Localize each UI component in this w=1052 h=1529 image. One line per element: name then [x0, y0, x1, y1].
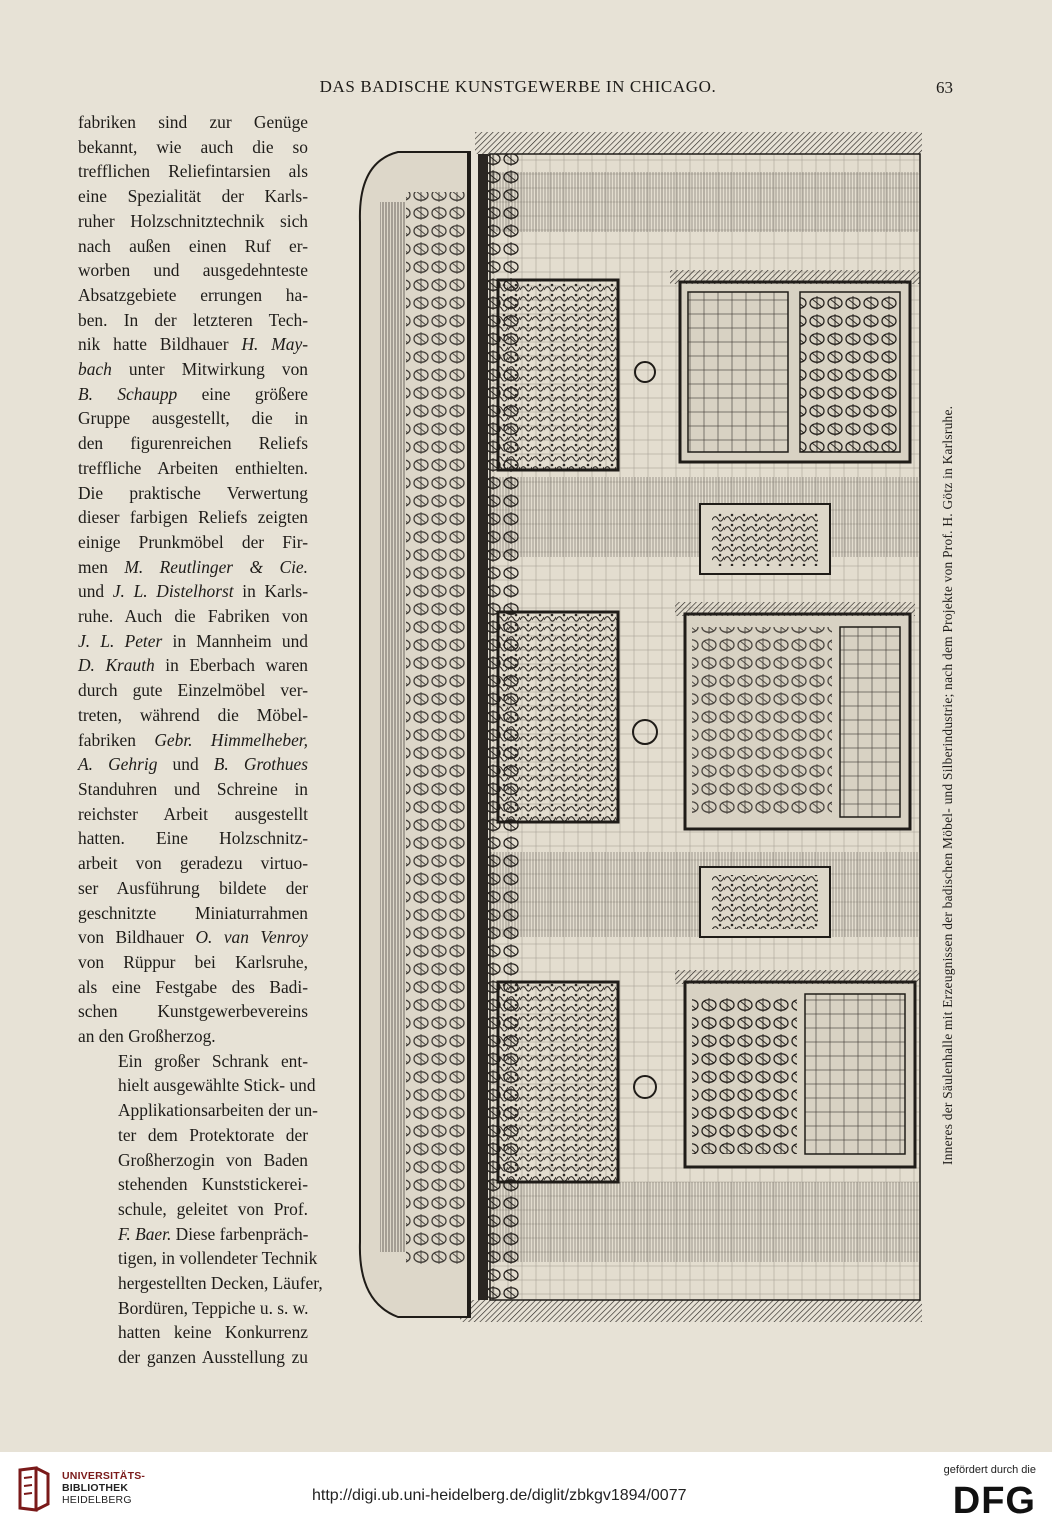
text-line [78, 629, 308, 654]
text-run: in Eberbach waren [154, 655, 308, 676]
text-run: eine größere [177, 383, 308, 404]
text-run: Diese farbenpräch- [171, 1223, 309, 1244]
text-run: und [78, 581, 113, 602]
text-line: Bordüren, Teppiche u. s. w. [118, 1297, 309, 1318]
library-line: HEIDELBERG [62, 1494, 132, 1506]
cabinet [675, 602, 915, 829]
text-line: der ganzen Ausstellung zu [118, 1347, 308, 1368]
text-line [78, 925, 308, 950]
text-line: bekannt, wie auch die so [78, 136, 308, 157]
text-line: durch gute Einzelmöbel ver- [78, 680, 308, 701]
text-line: dieser farbigen Reliefs zeigten [78, 507, 308, 528]
firm-name: M. Reutlinger & Cie. [124, 556, 308, 577]
text-run: in Karls- [233, 581, 308, 602]
ornamental-frieze [406, 192, 468, 1267]
text-run: und [157, 754, 214, 775]
text-line: als eine Festgabe des Badi- [78, 976, 308, 997]
firm-name: J. L. Distelhorst [112, 581, 234, 602]
relief-panel [498, 982, 618, 1182]
library-line: UNIVERSITÄTS- [62, 1470, 146, 1482]
text-line [78, 653, 308, 678]
footer-bar [0, 1452, 1052, 1529]
person-name: F. Baer. [118, 1223, 172, 1244]
text-run: fabriken [78, 729, 155, 750]
text-line: einige Prunkmöbel der Fir- [78, 531, 308, 552]
firm-name: B. Grothues [213, 754, 309, 775]
text-line [78, 357, 308, 382]
university-library-logo [14, 1464, 54, 1514]
permalink-url[interactable]: http://digi.ub.uni-heidelberg.de/diglit/zbkgv1894/0077 [312, 1487, 687, 1504]
text-line: Absatzgebiete errungen ha- [78, 284, 308, 305]
text-line: ruher Holzschnitztechnik sich [78, 210, 308, 231]
text-line [78, 728, 308, 753]
text-line: Standuhren und Schreine in [78, 778, 308, 799]
text-line: nach außen einen Ruf er- [78, 235, 308, 256]
person-name: bach [78, 359, 112, 380]
text-line: hatten keine Konkurrenz [118, 1322, 308, 1343]
text-line [78, 752, 308, 777]
page-number: 63 [936, 78, 953, 97]
text-line: Applikationsarbeiten der un- [118, 1100, 318, 1121]
library-name [62, 1470, 145, 1506]
text-line: ser Ausführung bildete der [78, 877, 308, 898]
firm-name: A. Gehrig [78, 754, 158, 775]
cabinet [700, 504, 830, 574]
text-line: ruhe. Auch die Fabriken von [78, 606, 308, 627]
text-line [78, 332, 308, 357]
text-run: unter Mitwirkung von [111, 359, 308, 380]
body-text-column [78, 110, 323, 1370]
plate-bottom-border [460, 1300, 922, 1322]
text-line: worben und ausgedehnteste [78, 260, 308, 281]
person-name: O. van Venroy [195, 927, 308, 948]
text-line: schen Kunstgewerbevereins [78, 1001, 308, 1022]
cabinet [675, 970, 920, 1167]
running-title: DAS BADISCHE KUNSTGEWERBE IN CHICAGO. [319, 77, 717, 96]
text-run: men [78, 556, 125, 577]
text-line: ter dem Protektorate der [118, 1124, 308, 1145]
text-run: in Mannheim und [162, 630, 308, 651]
text-line: Ein großer Schrank ent- [118, 1050, 308, 1071]
text-line: von Rüppur bei Karlsruhe, [78, 951, 308, 972]
text-line: Die praktische Verwertung [78, 482, 308, 503]
firm-name: J. L. Peter [78, 630, 163, 651]
text-run: nik hatte Bildhauer [78, 334, 242, 355]
cabinet [670, 270, 920, 462]
text-line: stehenden Kunststickerei- [118, 1174, 308, 1195]
text-line: trefflichen Reliefintarsien als [78, 161, 308, 182]
person-name: B. Schaupp [78, 383, 178, 404]
engraving-plate [340, 132, 922, 1328]
text-line: treffliche Arbeiten enthielten. [78, 457, 308, 478]
pillar [490, 172, 920, 232]
text-line: hergestellten Decken, Läufer, [118, 1273, 323, 1294]
relief-panel [498, 280, 618, 470]
text-line: treten, während die Möbel- [78, 704, 308, 725]
text-line [78, 555, 308, 580]
text-line: schule, geleitet von Prof. [118, 1198, 308, 1219]
text-line: hielt ausgewählte Stick- und [118, 1075, 316, 1096]
text-line [78, 579, 308, 604]
funding-note: gefördert durch die [943, 1464, 1036, 1476]
text-line: eine Spezialität der Karls- [78, 186, 308, 207]
text-line [78, 1222, 308, 1247]
firm-name: D. Krauth [78, 655, 155, 676]
firm-name: Gebr. Himmelheber, [154, 729, 308, 750]
text-line: an den Großherzog. [78, 1026, 216, 1047]
text-line: reichster Arbeit ausgestellt [78, 803, 308, 824]
text-line: Großherzogin von Baden [118, 1149, 308, 1170]
text-run: von Bildhauer [78, 927, 196, 948]
plate-caption: Inneres der Säulenhalle mit Erzeugnissen der badischen Möbel- und Silberindustrie; nach dem Projekte von Prof. H. Götz in Karlsruhe. [940, 405, 955, 1165]
text-line: fabriken sind zur Genüge [78, 112, 308, 132]
text-line: Gruppe ausgestellt, die in [78, 408, 308, 429]
text-line: den figurenreichen Reliefs [78, 433, 308, 454]
architrave-fluting [380, 202, 406, 1252]
text-line [78, 382, 308, 407]
pillar [490, 1182, 920, 1262]
text-line: ben. In der letzteren Tech- [78, 309, 308, 330]
text-line: hatten. Eine Holzschnitz- [78, 828, 308, 849]
text-line: tigen, in vollendeter Technik [118, 1248, 318, 1269]
dfg-logo: DFG [952, 1480, 1036, 1522]
relief-panel [498, 612, 618, 822]
text-line: arbeit von geradezu virtuo- [78, 853, 308, 874]
library-line: BIBLIOTHEK [62, 1482, 129, 1494]
text-line: geschnitzte Miniaturrahmen [78, 902, 308, 923]
person-name: H. May- [241, 334, 309, 355]
plate-top-border [475, 132, 922, 154]
cabinet [700, 867, 830, 937]
